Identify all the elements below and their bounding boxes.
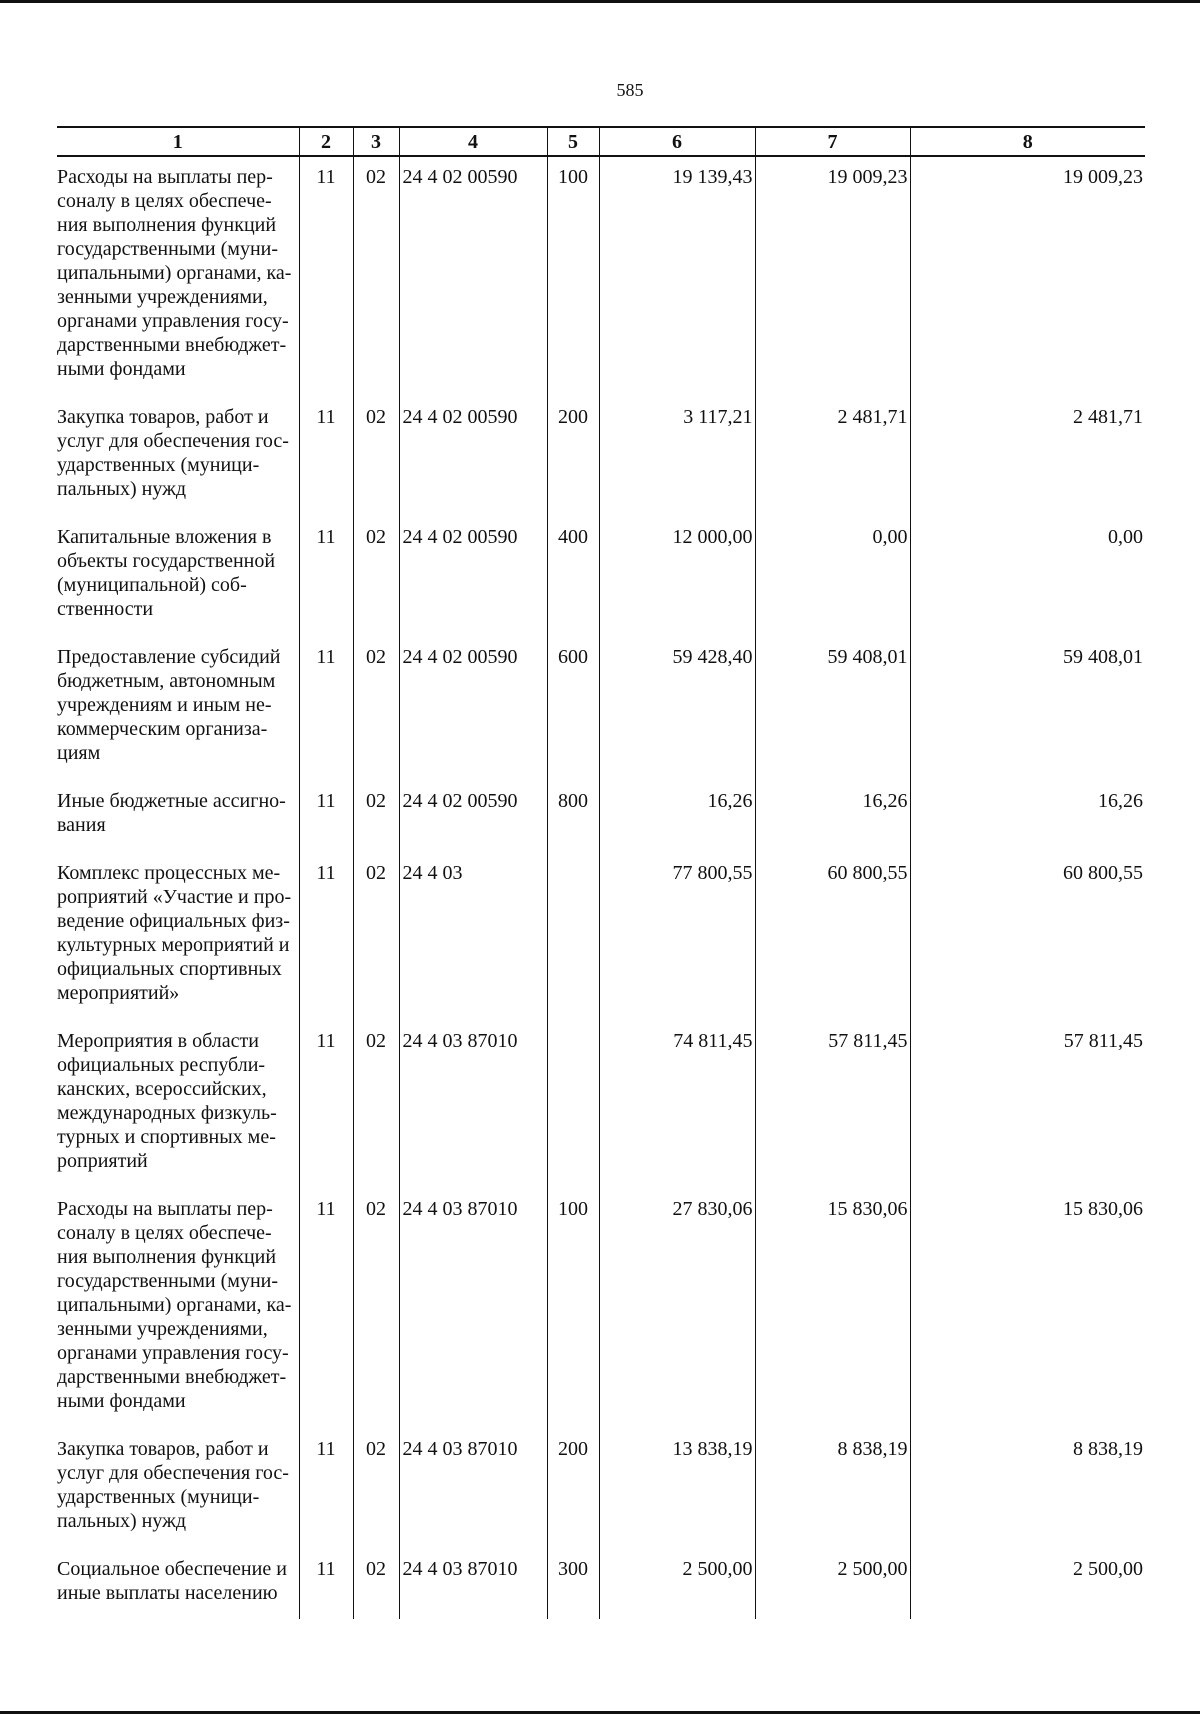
description-line: Иные бюджетные ассигно- — [57, 790, 286, 812]
row-description — [57, 851, 299, 1019]
description-line: органами управления госу- — [57, 310, 289, 332]
budget-table — [57, 126, 1145, 1619]
row-amount-col6: 2 500,00 — [599, 1547, 755, 1619]
row-target-article: 24 4 03 87010 — [399, 1187, 547, 1427]
row-amount-col6: 77 800,55 — [599, 851, 755, 1019]
row-target-article: 24 4 02 00590 — [399, 635, 547, 779]
row-section-code: 11 — [299, 635, 353, 779]
row-section-code: 11 — [299, 1019, 353, 1187]
description-line: ципальными) органами, ка- — [57, 262, 292, 284]
description-line: Предоставление субсидий — [57, 646, 281, 668]
table-row — [57, 635, 1145, 779]
description-line: Комплекс процессных ме- — [57, 862, 281, 884]
description-line: культурных мероприятий и — [57, 934, 290, 956]
row-section-code: 11 — [299, 779, 353, 851]
row-amount-col8: 8 838,19 — [910, 1427, 1145, 1547]
row-subsection-code: 02 — [353, 1427, 399, 1547]
row-expense-type — [547, 1019, 599, 1187]
row-section-code: 11 — [299, 851, 353, 1019]
description-line: канских, всероссийских, — [57, 1078, 267, 1100]
col-header-4: 4 — [399, 127, 547, 156]
row-section-code: 11 — [299, 1187, 353, 1427]
row-description — [57, 1019, 299, 1187]
table-row — [57, 395, 1145, 515]
col-header-8: 8 — [910, 127, 1145, 156]
description-line: коммерческим организа- — [57, 718, 268, 740]
top-border-rule — [0, 0, 1200, 3]
table-row — [57, 779, 1145, 851]
row-amount-col7: 8 838,19 — [755, 1427, 910, 1547]
description-line: ударственных (муници- — [57, 1486, 260, 1508]
description-line: Расходы на выплаты пер- — [57, 1198, 273, 1220]
description-line: зенными учреждениями, — [57, 286, 268, 308]
row-amount-col7: 59 408,01 — [755, 635, 910, 779]
bottom-border-rule — [0, 1711, 1200, 1714]
row-target-article: 24 4 02 00590 — [399, 779, 547, 851]
description-line: мероприятий» — [57, 982, 180, 1004]
row-amount-col6: 13 838,19 — [599, 1427, 755, 1547]
row-section-code: 11 — [299, 1427, 353, 1547]
row-amount-col8: 19 009,23 — [910, 156, 1145, 395]
description-line: международных физкуль- — [57, 1102, 277, 1124]
description-line: соналу в целях обеспече- — [57, 1222, 272, 1244]
description-line: Мероприятия в области — [57, 1030, 259, 1052]
row-amount-col7: 60 800,55 — [755, 851, 910, 1019]
row-subsection-code: 02 — [353, 1019, 399, 1187]
row-section-code: 11 — [299, 515, 353, 635]
row-description — [57, 1547, 299, 1619]
description-line: Социальное обеспечение и — [57, 1558, 287, 1580]
col-header-5: 5 — [547, 127, 599, 156]
row-amount-col7: 0,00 — [755, 515, 910, 635]
table-row — [57, 1547, 1145, 1619]
row-amount-col7: 16,26 — [755, 779, 910, 851]
col-header-7: 7 — [755, 127, 910, 156]
row-description — [57, 635, 299, 779]
col-header-2: 2 — [299, 127, 353, 156]
row-amount-col6: 19 139,43 — [599, 156, 755, 395]
row-subsection-code: 02 — [353, 851, 399, 1019]
row-target-article: 24 4 03 — [399, 851, 547, 1019]
row-amount-col8: 2 500,00 — [910, 1547, 1145, 1619]
table-header-row — [57, 127, 1145, 156]
row-target-article: 24 4 02 00590 — [399, 395, 547, 515]
description-line: ния выполнения функций — [57, 1246, 277, 1268]
row-amount-col8: 0,00 — [910, 515, 1145, 635]
row-amount-col8: 16,26 — [910, 779, 1145, 851]
description-line: циям — [57, 742, 101, 764]
description-line: (муниципальной) соб- — [57, 574, 247, 596]
row-amount-col6: 3 117,21 — [599, 395, 755, 515]
description-line: ными фондами — [57, 1390, 186, 1412]
col-header-3: 3 — [353, 127, 399, 156]
description-line: ния выполнения функций — [57, 214, 277, 236]
description-line: ударственных (муници- — [57, 454, 260, 476]
row-amount-col7: 19 009,23 — [755, 156, 910, 395]
table-row — [57, 156, 1145, 395]
row-expense-type: 600 — [547, 635, 599, 779]
description-line: Закупка товаров, работ и — [57, 406, 269, 428]
description-line: бюджетным, автономным — [57, 670, 276, 692]
description-line: государственными (муни- — [57, 238, 279, 260]
description-line: учреждениям и иным не- — [57, 694, 272, 716]
description-line: услуг для обеспечения гос- — [57, 430, 289, 452]
row-amount-col7: 15 830,06 — [755, 1187, 910, 1427]
row-section-code: 11 — [299, 156, 353, 395]
row-section-code: 11 — [299, 395, 353, 515]
description-line: иные выплаты населению — [57, 1582, 278, 1604]
row-subsection-code: 02 — [353, 156, 399, 395]
description-line: государственными (муни- — [57, 1270, 279, 1292]
table-row — [57, 851, 1145, 1019]
row-amount-col7: 2 481,71 — [755, 395, 910, 515]
row-section-code: 11 — [299, 1547, 353, 1619]
row-amount-col6: 16,26 — [599, 779, 755, 851]
description-line: органами управления госу- — [57, 1342, 289, 1364]
row-amount-col8: 59 408,01 — [910, 635, 1145, 779]
page-number: 585 — [616, 80, 644, 100]
row-description — [57, 779, 299, 851]
row-expense-type — [547, 851, 599, 1019]
description-line: вания — [57, 814, 106, 836]
description-line: дарственными внебюджет- — [57, 1366, 287, 1388]
row-description — [57, 1187, 299, 1427]
row-expense-type: 300 — [547, 1547, 599, 1619]
table-row — [57, 1427, 1145, 1547]
row-description — [57, 1427, 299, 1547]
row-amount-col8: 15 830,06 — [910, 1187, 1145, 1427]
row-amount-col7: 57 811,45 — [755, 1019, 910, 1187]
row-expense-type: 100 — [547, 1187, 599, 1427]
row-expense-type: 400 — [547, 515, 599, 635]
description-line: зенными учреждениями, — [57, 1318, 268, 1340]
row-amount-col6: 12 000,00 — [599, 515, 755, 635]
row-amount-col8: 2 481,71 — [910, 395, 1145, 515]
row-subsection-code: 02 — [353, 1187, 399, 1427]
row-description — [57, 156, 299, 395]
table-row — [57, 515, 1145, 635]
description-line: ными фондами — [57, 358, 186, 380]
row-subsection-code: 02 — [353, 395, 399, 515]
row-amount-col7: 2 500,00 — [755, 1547, 910, 1619]
description-line: роприятий — [57, 1150, 148, 1172]
row-amount-col6: 27 830,06 — [599, 1187, 755, 1427]
description-line: пальных) нужд — [57, 478, 187, 500]
table-row — [57, 1019, 1145, 1187]
row-target-article: 24 4 03 87010 — [399, 1019, 547, 1187]
col-header-1: 1 — [57, 127, 299, 156]
row-description — [57, 515, 299, 635]
row-subsection-code: 02 — [353, 1547, 399, 1619]
row-description — [57, 395, 299, 515]
row-amount-col6: 74 811,45 — [599, 1019, 755, 1187]
table-row — [57, 1187, 1145, 1427]
row-target-article: 24 4 03 87010 — [399, 1427, 547, 1547]
row-expense-type: 100 — [547, 156, 599, 395]
row-expense-type: 200 — [547, 395, 599, 515]
description-line: роприятий «Участие и про- — [57, 886, 292, 908]
description-line: дарственными внебюджет- — [57, 334, 287, 356]
description-line: официальных спортивных — [57, 958, 282, 980]
description-line: ципальными) органами, ка- — [57, 1294, 292, 1316]
description-line: Расходы на выплаты пер- — [57, 166, 273, 188]
row-amount-col6: 59 428,40 — [599, 635, 755, 779]
description-line: ведение официальных физ- — [57, 910, 290, 932]
row-target-article: 24 4 03 87010 — [399, 1547, 547, 1619]
row-expense-type: 200 — [547, 1427, 599, 1547]
description-line: соналу в целях обеспече- — [57, 190, 272, 212]
description-line: ственности — [57, 598, 154, 620]
row-subsection-code: 02 — [353, 779, 399, 851]
row-target-article: 24 4 02 00590 — [399, 515, 547, 635]
row-amount-col8: 60 800,55 — [910, 851, 1145, 1019]
description-line: услуг для обеспечения гос- — [57, 1462, 289, 1484]
description-line: Закупка товаров, работ и — [57, 1438, 269, 1460]
table-body — [57, 156, 1145, 1619]
description-line: объекты государственной — [57, 550, 276, 572]
row-amount-col8: 57 811,45 — [910, 1019, 1145, 1187]
row-subsection-code: 02 — [353, 515, 399, 635]
description-line: официальных республи- — [57, 1054, 266, 1076]
description-line: пальных) нужд — [57, 1510, 187, 1532]
description-line: турных и спортивных ме- — [57, 1126, 276, 1148]
row-subsection-code: 02 — [353, 635, 399, 779]
row-target-article: 24 4 02 00590 — [399, 156, 547, 395]
col-header-6: 6 — [599, 127, 755, 156]
description-line: Капитальные вложения в — [57, 526, 272, 548]
row-expense-type: 800 — [547, 779, 599, 851]
